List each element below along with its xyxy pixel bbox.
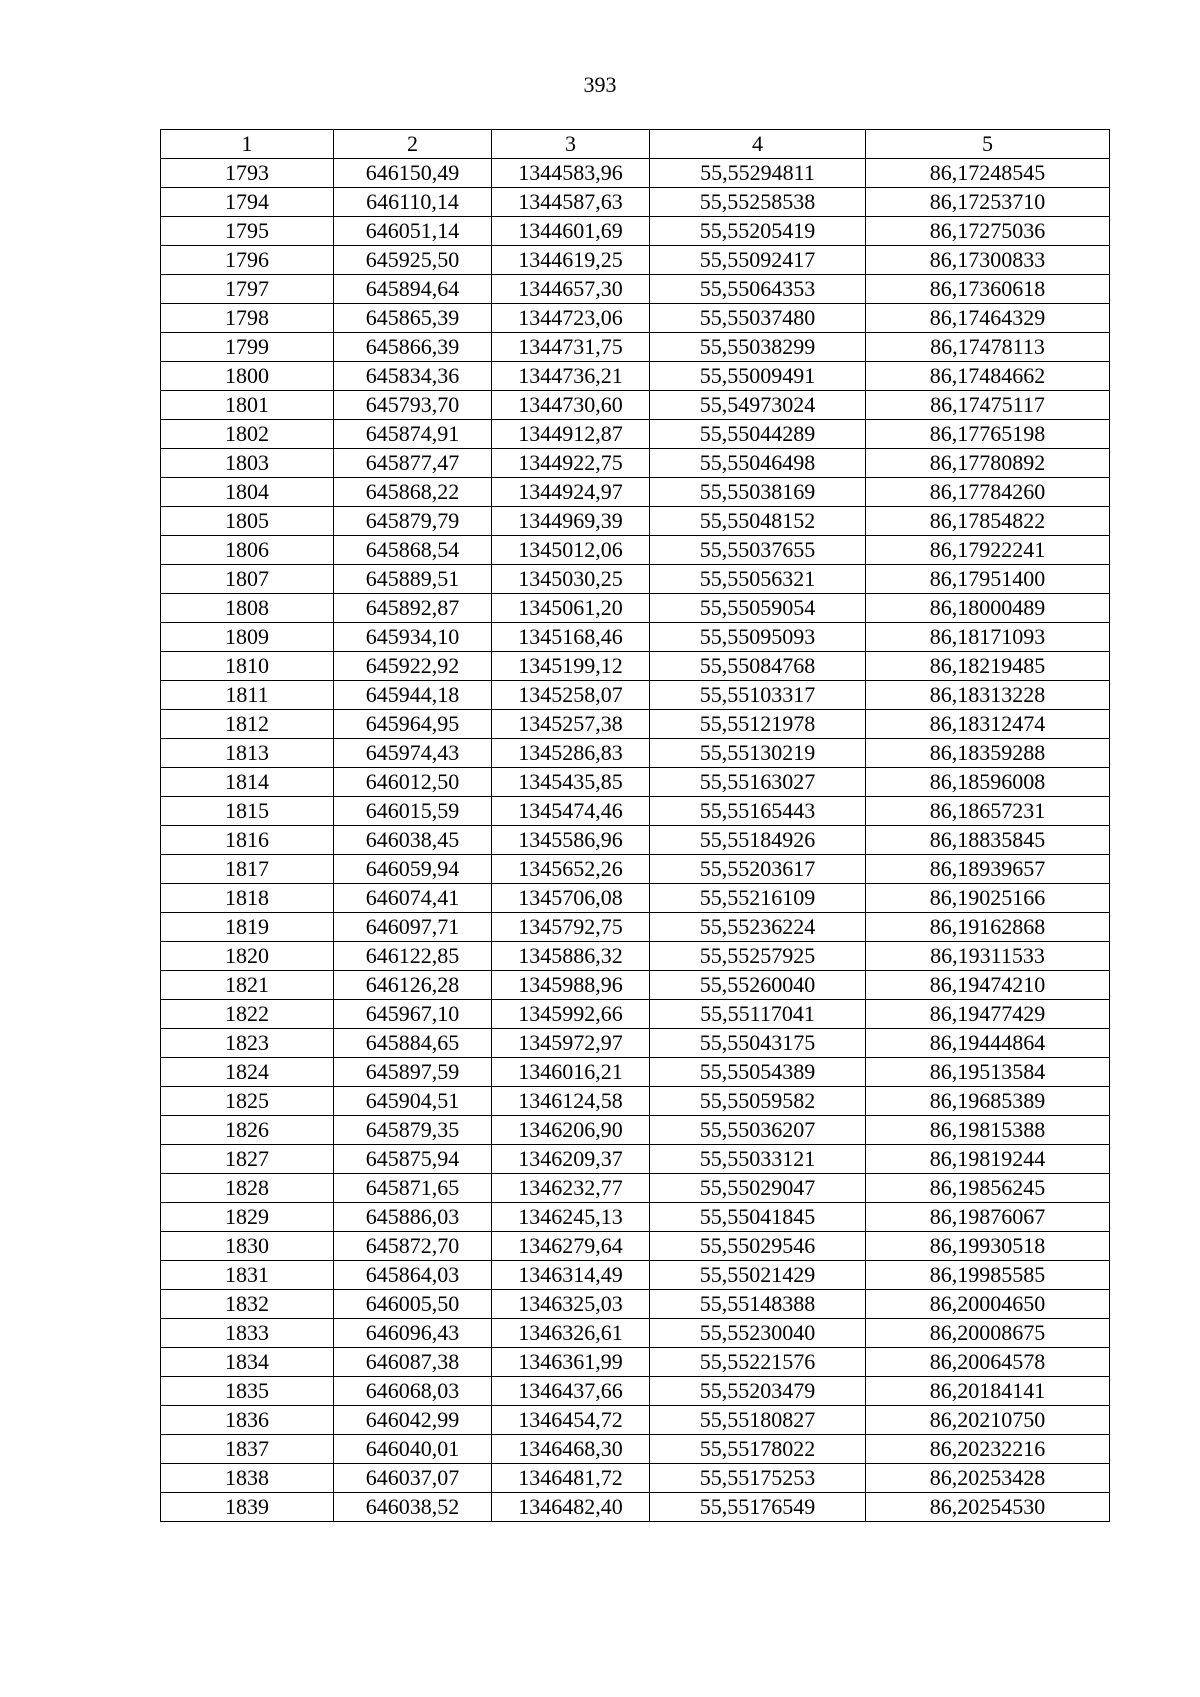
point-number-cell: 1815	[161, 797, 334, 826]
x-coordinate-cell: 645868,22	[334, 478, 492, 507]
x-coordinate-cell: 645892,87	[334, 594, 492, 623]
longitude-cell: 86,19815388	[866, 1116, 1110, 1145]
y-coordinate-cell: 1346245,13	[492, 1203, 650, 1232]
longitude-cell: 86,19477429	[866, 1000, 1110, 1029]
point-number-cell: 1823	[161, 1029, 334, 1058]
table-row	[161, 1058, 1110, 1087]
table-row	[161, 1087, 1110, 1116]
table-row	[161, 1261, 1110, 1290]
column-header-3: 3	[492, 130, 650, 159]
y-coordinate-cell: 1345886,32	[492, 942, 650, 971]
point-number-cell: 1837	[161, 1435, 334, 1464]
table-row	[161, 884, 1110, 913]
latitude-cell: 55,55221576	[650, 1348, 866, 1377]
column-header-1: 1	[161, 130, 334, 159]
table-row	[161, 507, 1110, 536]
latitude-cell: 55,55230040	[650, 1319, 866, 1348]
longitude-cell: 86,17464329	[866, 304, 1110, 333]
point-number-cell: 1828	[161, 1174, 334, 1203]
point-number-cell: 1813	[161, 739, 334, 768]
point-number-cell: 1826	[161, 1116, 334, 1145]
x-coordinate-cell: 645879,35	[334, 1116, 492, 1145]
y-coordinate-cell: 1344924,97	[492, 478, 650, 507]
latitude-cell: 55,55064353	[650, 275, 866, 304]
latitude-cell: 55,55163027	[650, 768, 866, 797]
point-number-cell: 1811	[161, 681, 334, 710]
x-coordinate-cell: 645877,47	[334, 449, 492, 478]
x-coordinate-cell: 646150,49	[334, 159, 492, 188]
x-coordinate-cell: 645964,95	[334, 710, 492, 739]
point-number-cell: 1800	[161, 362, 334, 391]
latitude-cell: 55,55056321	[650, 565, 866, 594]
longitude-cell: 86,17951400	[866, 565, 1110, 594]
y-coordinate-cell: 1345988,96	[492, 971, 650, 1000]
longitude-cell: 86,19985585	[866, 1261, 1110, 1290]
latitude-cell: 55,55103317	[650, 681, 866, 710]
longitude-cell: 86,19162868	[866, 913, 1110, 942]
point-number-cell: 1817	[161, 855, 334, 884]
latitude-cell: 55,55084768	[650, 652, 866, 681]
y-coordinate-cell: 1344731,75	[492, 333, 650, 362]
point-number-cell: 1794	[161, 188, 334, 217]
y-coordinate-cell: 1346206,90	[492, 1116, 650, 1145]
table-row	[161, 1290, 1110, 1319]
x-coordinate-cell: 646097,71	[334, 913, 492, 942]
y-coordinate-cell: 1346232,77	[492, 1174, 650, 1203]
latitude-cell: 55,55175253	[650, 1464, 866, 1493]
point-number-cell: 1793	[161, 159, 334, 188]
x-coordinate-cell: 646038,52	[334, 1493, 492, 1522]
latitude-cell: 55,55257925	[650, 942, 866, 971]
table-row	[161, 1493, 1110, 1522]
longitude-cell: 86,19819244	[866, 1145, 1110, 1174]
latitude-cell: 55,55148388	[650, 1290, 866, 1319]
point-number-cell: 1797	[161, 275, 334, 304]
longitude-cell: 86,17253710	[866, 188, 1110, 217]
y-coordinate-cell: 1345586,96	[492, 826, 650, 855]
table-row	[161, 391, 1110, 420]
latitude-cell: 55,55260040	[650, 971, 866, 1000]
y-coordinate-cell: 1346454,72	[492, 1406, 650, 1435]
y-coordinate-cell: 1346361,99	[492, 1348, 650, 1377]
x-coordinate-cell: 646110,14	[334, 188, 492, 217]
y-coordinate-cell: 1344736,21	[492, 362, 650, 391]
longitude-cell: 86,20210750	[866, 1406, 1110, 1435]
longitude-cell: 86,18835845	[866, 826, 1110, 855]
point-number-cell: 1809	[161, 623, 334, 652]
point-number-cell: 1824	[161, 1058, 334, 1087]
x-coordinate-cell: 646087,38	[334, 1348, 492, 1377]
table-row	[161, 1116, 1110, 1145]
table-row	[161, 449, 1110, 478]
latitude-cell: 55,55029047	[650, 1174, 866, 1203]
x-coordinate-cell: 645793,70	[334, 391, 492, 420]
table-row	[161, 1000, 1110, 1029]
table-row	[161, 1406, 1110, 1435]
latitude-cell: 55,55165443	[650, 797, 866, 826]
longitude-cell: 86,19685389	[866, 1087, 1110, 1116]
y-coordinate-cell: 1346124,58	[492, 1087, 650, 1116]
longitude-cell: 86,19311533	[866, 942, 1110, 971]
point-number-cell: 1829	[161, 1203, 334, 1232]
latitude-cell: 55,55121978	[650, 710, 866, 739]
longitude-cell: 86,19025166	[866, 884, 1110, 913]
y-coordinate-cell: 1345792,75	[492, 913, 650, 942]
longitude-cell: 86,19930518	[866, 1232, 1110, 1261]
table-row	[161, 739, 1110, 768]
x-coordinate-cell: 645864,03	[334, 1261, 492, 1290]
point-number-cell: 1795	[161, 217, 334, 246]
coordinates-table	[160, 129, 1110, 1522]
x-coordinate-cell: 646096,43	[334, 1319, 492, 1348]
y-coordinate-cell: 1344601,69	[492, 217, 650, 246]
x-coordinate-cell: 645944,18	[334, 681, 492, 710]
y-coordinate-cell: 1344912,87	[492, 420, 650, 449]
point-number-cell: 1819	[161, 913, 334, 942]
longitude-cell: 86,17484662	[866, 362, 1110, 391]
table-header	[161, 130, 1110, 159]
latitude-cell: 55,55178022	[650, 1435, 866, 1464]
point-number-cell: 1812	[161, 710, 334, 739]
point-number-cell: 1814	[161, 768, 334, 797]
point-number-cell: 1796	[161, 246, 334, 275]
table-body	[161, 159, 1110, 1522]
x-coordinate-cell: 645904,51	[334, 1087, 492, 1116]
latitude-cell: 55,54973024	[650, 391, 866, 420]
table-row	[161, 362, 1110, 391]
y-coordinate-cell: 1345257,38	[492, 710, 650, 739]
longitude-cell: 86,18312474	[866, 710, 1110, 739]
latitude-cell: 55,55043175	[650, 1029, 866, 1058]
point-number-cell: 1831	[161, 1261, 334, 1290]
point-number-cell: 1834	[161, 1348, 334, 1377]
table-row	[161, 217, 1110, 246]
y-coordinate-cell: 1344723,06	[492, 304, 650, 333]
y-coordinate-cell: 1344730,60	[492, 391, 650, 420]
x-coordinate-cell: 645871,65	[334, 1174, 492, 1203]
x-coordinate-cell: 646068,03	[334, 1377, 492, 1406]
y-coordinate-cell: 1345258,07	[492, 681, 650, 710]
table-row	[161, 942, 1110, 971]
longitude-cell: 86,18939657	[866, 855, 1110, 884]
latitude-cell: 55,55038299	[650, 333, 866, 362]
point-number-cell: 1822	[161, 1000, 334, 1029]
x-coordinate-cell: 645865,39	[334, 304, 492, 333]
table-row	[161, 1435, 1110, 1464]
latitude-cell: 55,55033121	[650, 1145, 866, 1174]
point-number-cell: 1833	[161, 1319, 334, 1348]
longitude-cell: 86,20254530	[866, 1493, 1110, 1522]
x-coordinate-cell: 645922,92	[334, 652, 492, 681]
point-number-cell: 1816	[161, 826, 334, 855]
y-coordinate-cell: 1346279,64	[492, 1232, 650, 1261]
x-coordinate-cell: 645874,91	[334, 420, 492, 449]
x-coordinate-cell: 646038,45	[334, 826, 492, 855]
point-number-cell: 1808	[161, 594, 334, 623]
longitude-cell: 86,18171093	[866, 623, 1110, 652]
y-coordinate-cell: 1345012,06	[492, 536, 650, 565]
point-number-cell: 1830	[161, 1232, 334, 1261]
table-row	[161, 797, 1110, 826]
point-number-cell: 1839	[161, 1493, 334, 1522]
y-coordinate-cell: 1344587,63	[492, 188, 650, 217]
table-row	[161, 1203, 1110, 1232]
y-coordinate-cell: 1345168,46	[492, 623, 650, 652]
table-row	[161, 1377, 1110, 1406]
column-header-2: 2	[334, 130, 492, 159]
table-row	[161, 159, 1110, 188]
longitude-cell: 86,19444864	[866, 1029, 1110, 1058]
longitude-cell: 86,17780892	[866, 449, 1110, 478]
latitude-cell: 55,55205419	[650, 217, 866, 246]
table-row	[161, 768, 1110, 797]
longitude-cell: 86,17475117	[866, 391, 1110, 420]
y-coordinate-cell: 1345474,46	[492, 797, 650, 826]
table-row	[161, 333, 1110, 362]
latitude-cell: 55,55041845	[650, 1203, 866, 1232]
table-row	[161, 855, 1110, 884]
longitude-cell: 86,18657231	[866, 797, 1110, 826]
latitude-cell: 55,55203479	[650, 1377, 866, 1406]
y-coordinate-cell: 1344969,39	[492, 507, 650, 536]
table-row	[161, 188, 1110, 217]
longitude-cell: 86,20253428	[866, 1464, 1110, 1493]
point-number-cell: 1827	[161, 1145, 334, 1174]
table-row	[161, 826, 1110, 855]
x-coordinate-cell: 646037,07	[334, 1464, 492, 1493]
point-number-cell: 1805	[161, 507, 334, 536]
point-number-cell: 1799	[161, 333, 334, 362]
point-number-cell: 1802	[161, 420, 334, 449]
x-coordinate-cell: 646074,41	[334, 884, 492, 913]
y-coordinate-cell: 1346325,03	[492, 1290, 650, 1319]
table-row	[161, 710, 1110, 739]
table-row	[161, 1319, 1110, 1348]
latitude-cell: 55,55258538	[650, 188, 866, 217]
latitude-cell: 55,55046498	[650, 449, 866, 478]
longitude-cell: 86,19474210	[866, 971, 1110, 1000]
point-number-cell: 1821	[161, 971, 334, 1000]
y-coordinate-cell: 1346468,30	[492, 1435, 650, 1464]
latitude-cell: 55,55009491	[650, 362, 866, 391]
x-coordinate-cell: 646015,59	[334, 797, 492, 826]
y-coordinate-cell: 1346016,21	[492, 1058, 650, 1087]
y-coordinate-cell: 1345992,66	[492, 1000, 650, 1029]
table-row	[161, 1464, 1110, 1493]
point-number-cell: 1803	[161, 449, 334, 478]
latitude-cell: 55,55044289	[650, 420, 866, 449]
x-coordinate-cell: 645886,03	[334, 1203, 492, 1232]
y-coordinate-cell: 1345706,08	[492, 884, 650, 913]
x-coordinate-cell: 645967,10	[334, 1000, 492, 1029]
table-row	[161, 1348, 1110, 1377]
longitude-cell: 86,17300833	[866, 246, 1110, 275]
x-coordinate-cell: 645934,10	[334, 623, 492, 652]
latitude-cell: 55,55036207	[650, 1116, 866, 1145]
table-row	[161, 913, 1110, 942]
y-coordinate-cell: 1344619,25	[492, 246, 650, 275]
y-coordinate-cell: 1346481,72	[492, 1464, 650, 1493]
latitude-cell: 55,55095093	[650, 623, 866, 652]
y-coordinate-cell: 1345199,12	[492, 652, 650, 681]
table-row	[161, 971, 1110, 1000]
longitude-cell: 86,17765198	[866, 420, 1110, 449]
latitude-cell: 55,55092417	[650, 246, 866, 275]
x-coordinate-cell: 646122,85	[334, 942, 492, 971]
longitude-cell: 86,19876067	[866, 1203, 1110, 1232]
latitude-cell: 55,55038169	[650, 478, 866, 507]
y-coordinate-cell: 1346314,49	[492, 1261, 650, 1290]
column-header-4: 4	[650, 130, 866, 159]
point-number-cell: 1836	[161, 1406, 334, 1435]
x-coordinate-cell: 645866,39	[334, 333, 492, 362]
longitude-cell: 86,20184141	[866, 1377, 1110, 1406]
y-coordinate-cell: 1344657,30	[492, 275, 650, 304]
point-number-cell: 1820	[161, 942, 334, 971]
x-coordinate-cell: 645925,50	[334, 246, 492, 275]
table-row	[161, 275, 1110, 304]
table-row	[161, 652, 1110, 681]
y-coordinate-cell: 1346482,40	[492, 1493, 650, 1522]
longitude-cell: 86,17360618	[866, 275, 1110, 304]
point-number-cell: 1835	[161, 1377, 334, 1406]
latitude-cell: 55,55048152	[650, 507, 866, 536]
y-coordinate-cell: 1345652,26	[492, 855, 650, 884]
y-coordinate-cell: 1345435,85	[492, 768, 650, 797]
latitude-cell: 55,55059582	[650, 1087, 866, 1116]
latitude-cell: 55,55184926	[650, 826, 866, 855]
longitude-cell: 86,19856245	[866, 1174, 1110, 1203]
latitude-cell: 55,55236224	[650, 913, 866, 942]
x-coordinate-cell: 646042,99	[334, 1406, 492, 1435]
longitude-cell: 86,17478113	[866, 333, 1110, 362]
x-coordinate-cell: 645872,70	[334, 1232, 492, 1261]
x-coordinate-cell: 645974,43	[334, 739, 492, 768]
y-coordinate-cell: 1344583,96	[492, 159, 650, 188]
table-row	[161, 1232, 1110, 1261]
table-row	[161, 1029, 1110, 1058]
y-coordinate-cell: 1345061,20	[492, 594, 650, 623]
table-row	[161, 246, 1110, 275]
longitude-cell: 86,20004650	[866, 1290, 1110, 1319]
x-coordinate-cell: 646005,50	[334, 1290, 492, 1319]
longitude-cell: 86,20232216	[866, 1435, 1110, 1464]
point-number-cell: 1801	[161, 391, 334, 420]
point-number-cell: 1807	[161, 565, 334, 594]
y-coordinate-cell: 1346437,66	[492, 1377, 650, 1406]
point-number-cell: 1832	[161, 1290, 334, 1319]
column-header-5: 5	[866, 130, 1110, 159]
latitude-cell: 55,55037655	[650, 536, 866, 565]
longitude-cell: 86,19513584	[866, 1058, 1110, 1087]
table-row	[161, 478, 1110, 507]
point-number-cell: 1806	[161, 536, 334, 565]
latitude-cell: 55,55180827	[650, 1406, 866, 1435]
y-coordinate-cell: 1346209,37	[492, 1145, 650, 1174]
point-number-cell: 1838	[161, 1464, 334, 1493]
header-row	[161, 130, 1110, 159]
longitude-cell: 86,17275036	[866, 217, 1110, 246]
x-coordinate-cell: 646059,94	[334, 855, 492, 884]
latitude-cell: 55,55021429	[650, 1261, 866, 1290]
x-coordinate-cell: 645875,94	[334, 1145, 492, 1174]
x-coordinate-cell: 646126,28	[334, 971, 492, 1000]
page-number: 393	[583, 72, 617, 97]
table-row	[161, 1145, 1110, 1174]
latitude-cell: 55,55203617	[650, 855, 866, 884]
longitude-cell: 86,18596008	[866, 768, 1110, 797]
latitude-cell: 55,55294811	[650, 159, 866, 188]
latitude-cell: 55,55130219	[650, 739, 866, 768]
latitude-cell: 55,55029546	[650, 1232, 866, 1261]
table-row	[161, 304, 1110, 333]
y-coordinate-cell: 1346326,61	[492, 1319, 650, 1348]
x-coordinate-cell: 645868,54	[334, 536, 492, 565]
latitude-cell: 55,55059054	[650, 594, 866, 623]
x-coordinate-cell: 645884,65	[334, 1029, 492, 1058]
table-row	[161, 1174, 1110, 1203]
latitude-cell: 55,55117041	[650, 1000, 866, 1029]
longitude-cell: 86,18000489	[866, 594, 1110, 623]
latitude-cell: 55,55216109	[650, 884, 866, 913]
x-coordinate-cell: 645834,36	[334, 362, 492, 391]
longitude-cell: 86,18359288	[866, 739, 1110, 768]
point-number-cell: 1810	[161, 652, 334, 681]
longitude-cell: 86,18219485	[866, 652, 1110, 681]
point-number-cell: 1804	[161, 478, 334, 507]
point-number-cell: 1798	[161, 304, 334, 333]
latitude-cell: 55,55176549	[650, 1493, 866, 1522]
longitude-cell: 86,17922241	[866, 536, 1110, 565]
longitude-cell: 86,20064578	[866, 1348, 1110, 1377]
longitude-cell: 86,17784260	[866, 478, 1110, 507]
x-coordinate-cell: 645879,79	[334, 507, 492, 536]
table-row	[161, 420, 1110, 449]
longitude-cell: 86,17854822	[866, 507, 1110, 536]
longitude-cell: 86,20008675	[866, 1319, 1110, 1348]
longitude-cell: 86,18313228	[866, 681, 1110, 710]
x-coordinate-cell: 645889,51	[334, 565, 492, 594]
table-row	[161, 681, 1110, 710]
x-coordinate-cell: 646012,50	[334, 768, 492, 797]
latitude-cell: 55,55037480	[650, 304, 866, 333]
point-number-cell: 1825	[161, 1087, 334, 1116]
table-row	[161, 565, 1110, 594]
x-coordinate-cell: 645894,64	[334, 275, 492, 304]
y-coordinate-cell: 1344922,75	[492, 449, 650, 478]
x-coordinate-cell: 645897,59	[334, 1058, 492, 1087]
table-row	[161, 536, 1110, 565]
point-number-cell: 1818	[161, 884, 334, 913]
x-coordinate-cell: 646040,01	[334, 1435, 492, 1464]
y-coordinate-cell: 1345030,25	[492, 565, 650, 594]
table-row	[161, 594, 1110, 623]
x-coordinate-cell: 646051,14	[334, 217, 492, 246]
y-coordinate-cell: 1345972,97	[492, 1029, 650, 1058]
latitude-cell: 55,55054389	[650, 1058, 866, 1087]
y-coordinate-cell: 1345286,83	[492, 739, 650, 768]
table-row	[161, 623, 1110, 652]
longitude-cell: 86,17248545	[866, 159, 1110, 188]
